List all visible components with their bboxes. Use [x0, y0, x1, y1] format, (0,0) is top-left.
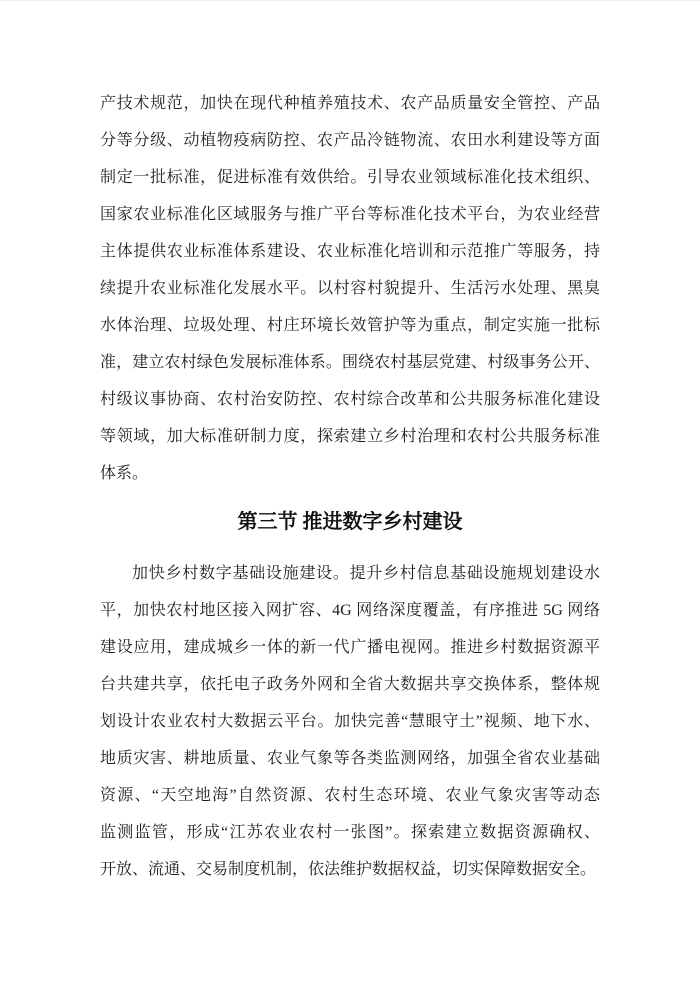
text-line: 分等分级、动植物疫病防控、农产品冷链物流、农田水利建设等方面: [100, 132, 600, 149]
text-column: [0, 1, 700, 888]
text-line: 监测监管，形成“江苏农业农村一张图”。探索建立数据资源确权、: [100, 824, 600, 841]
text-line: 划设计农业农村大数据云平台。加快完善“慧眼守土”视频、地下水、: [100, 713, 600, 730]
text-line: 地质灾害、耕地质量、农业气象等各类监测网络，加强全省农业基础: [100, 750, 600, 767]
paragraph-standards-continuation: [100, 85, 600, 492]
text-line: 国家农业标准化区域服务与推广平台等标准化技术平台，为农业经营: [100, 206, 600, 223]
text-line: 村级议事协商、农村治安防控、农村综合改革和公共服务标准化建设: [100, 391, 600, 408]
text-line: 开放、流通、交易制度机制，依法维护数据权益，切实保障数据安全。: [100, 861, 597, 878]
text-line: 产技术规范，加快在现代种植养殖技术、农产品质量安全管控、产品: [100, 95, 600, 112]
text-line: 加快乡村数字基础设施建设。提升乡村信息基础设施规划建设水: [132, 565, 600, 582]
text-line: 平，加快农村地区接入网扩容、4G 网络深度覆盖，有序推进 5G 网络: [100, 602, 600, 619]
section-heading: 第三节 推进数字乡村建设: [237, 511, 463, 533]
text-line: 水体治理、垃圾处理、村庄环境长效管护等为重点，制定实施一批标: [100, 317, 600, 334]
text-line: 建设应用，建成城乡一体的新一代广播电视网。推进乡村数据资源平: [100, 639, 600, 656]
text-line: 准，建立农村绿色发展标准体系。围绕农村基层党建、村级事务公开、: [100, 354, 600, 371]
text-line: 台共建共享，依托电子政务外网和全省大数据共享交换体系，整体规: [100, 676, 600, 693]
text-line: 制定一批标准，促进标准有效供给。引导农业领域标准化技术组织、: [100, 169, 600, 186]
text-line: 体系。: [100, 465, 149, 482]
text-line: 主体提供农业标准体系建设、农业标准化培训和示范推广等服务，持: [100, 243, 600, 260]
paragraph-digital-village: [100, 555, 600, 888]
text-line: 资源、“天空地海”自然资源、农村生态环境、农业气象灾害等动态: [100, 787, 600, 804]
text-line: 等领域，加大标准研制力度，探索建立乡村治理和农村公共服务标准: [100, 428, 600, 445]
text-line: 续提升农业标准化发展水平。以村容村貌提升、生活污水处理、黑臭: [100, 280, 600, 297]
